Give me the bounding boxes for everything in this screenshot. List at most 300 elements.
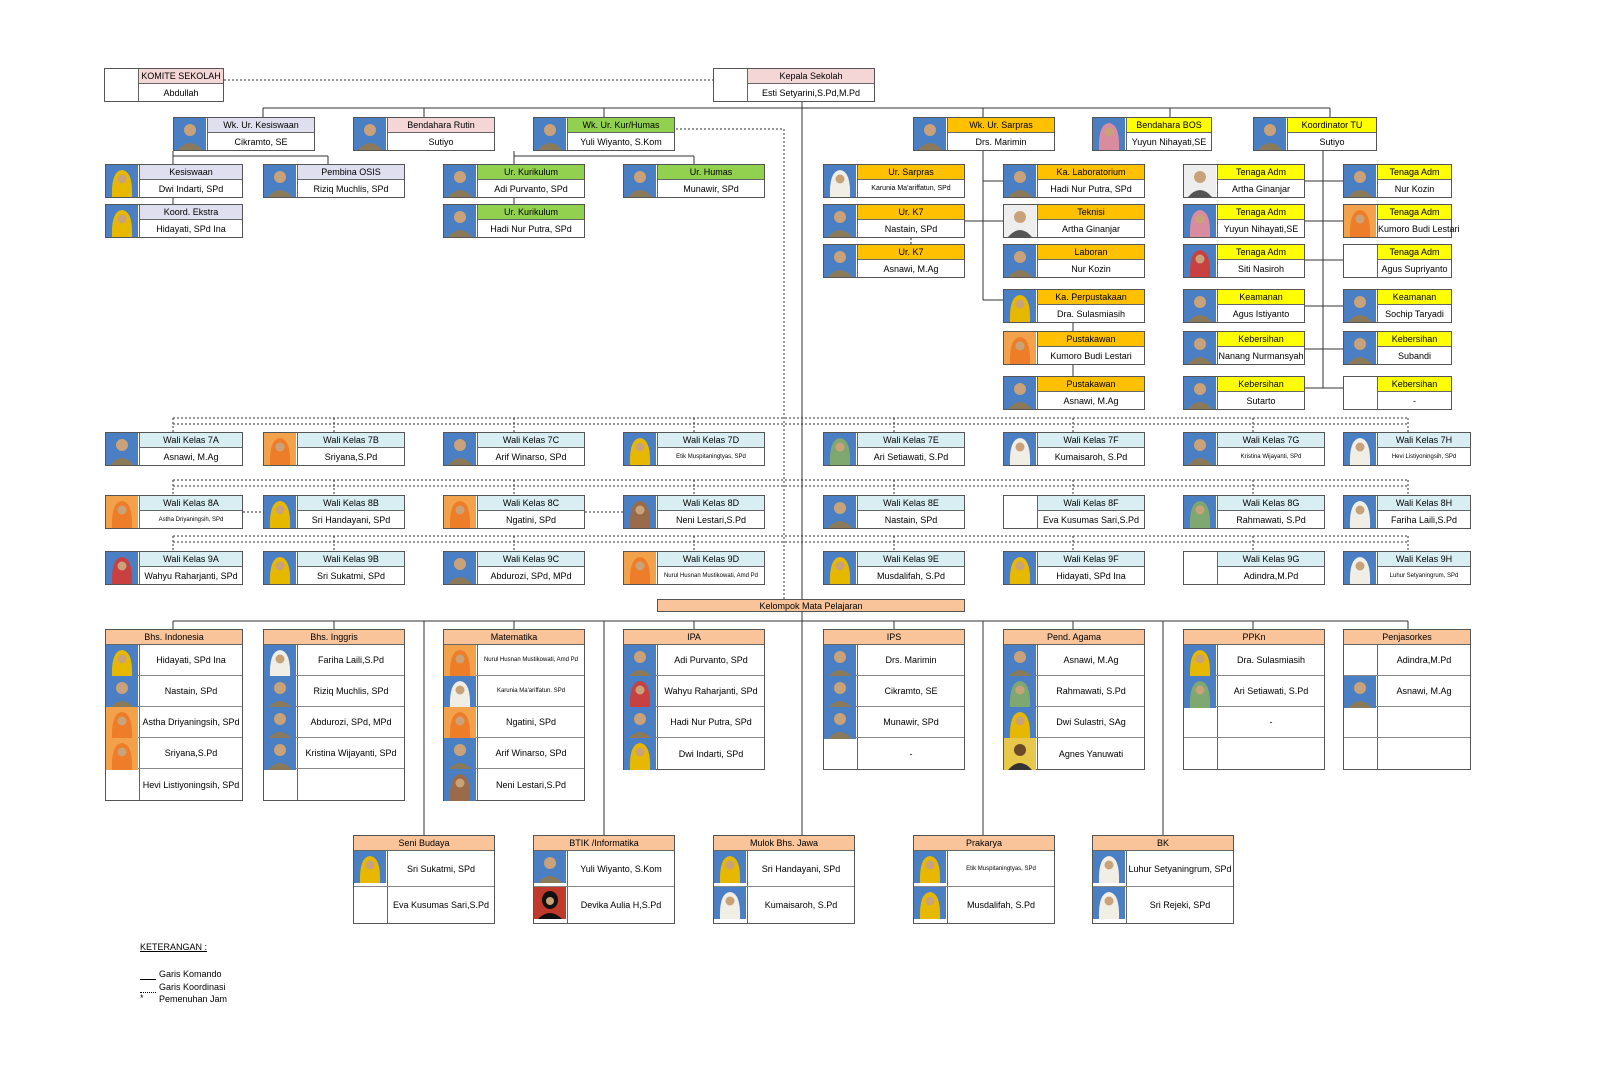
box-title: Bendahara BOS [1127,118,1211,133]
subject-teacher-row [264,738,404,769]
subject-teacher-row [1004,707,1144,738]
subject-teacher-row [106,645,242,676]
person-photo-icon [264,707,298,737]
person-photo-icon [1004,290,1038,322]
box-name: Artha Ginanjar [1231,184,1291,194]
person-photo-icon [1093,118,1127,150]
person-photo-icon [106,552,140,584]
subject-teacher-row [824,645,964,676]
staff-box [1003,376,1145,410]
subject-title: PPKn [1184,630,1324,645]
wali-kelas-title: Wali Kelas 8A [140,496,242,511]
subject-teacher-row [624,707,764,738]
wali-kelas-box [1183,432,1325,466]
box-title: Tenaga Adm [1218,245,1304,260]
subject-title: Bhs. Inggris [264,630,404,645]
box-name: Hadi Nur Putra, SPd [1050,184,1132,194]
subject-teacher-name: Astha Driyaningsih, SPd [142,717,240,727]
staff-box [1343,204,1460,238]
wali-kelas-box [1183,551,1325,585]
person-photo-icon [824,496,858,528]
wali-kelas-title: Wali Kelas 9D [658,552,764,567]
staff-box [105,204,243,238]
person-photo-icon [1184,676,1218,706]
person-photo-icon [1093,887,1127,923]
wali-kelas-title: Wali Kelas 9C [478,552,584,567]
box-title: Tenaga Adm [1378,165,1451,180]
wali-kelas-title: Wali Kelas 9A [140,552,242,567]
person-photo-icon [914,118,948,150]
staff-box [1183,376,1305,410]
box-title: Wk. Ur. Sarpras [948,118,1054,133]
photo-placeholder [106,769,140,800]
subject-teacher-row [1004,676,1144,707]
person-photo-icon [824,676,858,706]
wali-kelas-title: Wali Kelas 9E [858,552,964,567]
wali-kelas-title: Wali Kelas 9G [1218,552,1324,567]
box-name: Nur Kozin [1394,184,1435,194]
subject-teacher-name: Luhur Setyaningrum, SPd [1128,863,1232,874]
staff-box [353,117,495,151]
person-photo-icon [624,433,658,465]
wali-kelas-name: Kumaisaroh, S.Pd [1054,452,1128,462]
subject-teacher-name: Kristina Wijayanti, SPd [305,748,397,758]
person-photo-icon [444,707,478,737]
person-photo-icon [1184,433,1218,465]
wali-kelas-title: Wali Kelas 7D [658,433,764,448]
subject-teacher-name: Drs. Marimin [885,655,937,665]
box-title: Kebersihan [1378,332,1451,347]
staff-box [823,164,965,198]
wali-kelas-name: Arif Winarso, SPd [495,452,567,462]
subject-teacher-name: Asnawi, M.Ag [1063,655,1119,665]
box-name: Munawir, SPd [683,184,739,194]
box-title: Ur. Sarpras [858,165,964,180]
subject-teacher-name: Sri Rejeki, SPd [1149,900,1211,910]
subject-teacher-name: Nastain, SPd [164,686,218,696]
person-photo-icon [444,645,478,675]
staff-box [913,117,1055,151]
person-photo-icon [264,165,298,197]
subject-title: Pend. Agama [1004,630,1144,645]
wali-kelas-name: Ngatini, SPd [505,515,557,525]
subject-teacher-name: Sri Handayani, SPd [761,863,841,874]
box-name: Kumoro Budi Lestari [1050,351,1132,361]
person-photo-icon [1344,676,1378,706]
subject-teacher-name: Asnawi, M.Ag [1396,686,1452,696]
wali-kelas-name: Eva Kusumas Sari,S.Pd [1042,515,1140,525]
staff-box [1343,244,1452,278]
subject-teacher-row [106,738,242,769]
wali-kelas-name: Etik Muspitaningtyas, SPd [676,454,746,460]
legend-jam-mark: * [140,993,144,1003]
kepala-photo [714,69,748,101]
staff-box [623,164,765,198]
subject-teacher-row [534,887,674,923]
person-photo-icon [1004,377,1038,409]
subject-teacher-row [624,738,764,769]
subject-teacher-name [298,769,404,800]
subject-group [353,835,495,924]
staff-box [173,117,315,151]
box-name: Agus Istiyanto [1232,309,1290,319]
subject-group [443,629,585,801]
wali-kelas-title: Wali Kelas 8C [478,496,584,511]
subject-title: Matematika [444,630,584,645]
photo-placeholder [1344,738,1378,769]
subject-teacher-name: Riziq Muchlis, SPd [313,686,389,696]
subject-teacher-name: Fariha Laili,S.Pd [317,655,385,665]
subject-teacher-name: Hadi Nur Putra, SPd [670,717,752,727]
person-photo-icon [1004,433,1038,465]
person-photo-icon [444,552,478,584]
wali-kelas-box [443,495,585,529]
wali-kelas-name: Abdurozi, SPd, MPd [490,571,572,581]
wali-kelas-name: Kristina Wijayanti, SPd [1240,454,1302,460]
subject-teacher-name: Etik Muspitaningtyas, SPd [966,865,1036,872]
box-title: Wk. Ur. Kesiswaan [208,118,314,133]
box-title: Ur. Humas [658,165,764,180]
subject-teacher-name [1378,707,1470,737]
person-photo-icon [264,552,298,584]
staff-box [1343,376,1452,410]
wali-kelas-box [1183,495,1325,529]
subject-teacher-name: Dra. Sulasmiasih [1236,655,1306,665]
wali-kelas-name: Nurul Husnan Mustikowati, Amd Pd [663,573,759,579]
box-name: Subandi [1397,351,1432,361]
subject-teacher-row [1184,707,1324,738]
person-photo-icon [534,118,568,150]
subject-teacher-name: Karunia Ma'ariffatun. SPd [496,688,566,694]
wali-kelas-name: Sri Handayani, SPd [311,515,391,525]
person-photo-icon [1004,645,1038,675]
person-photo-icon [1184,377,1218,409]
wali-kelas-box [1003,551,1145,585]
staff-box [1183,164,1305,198]
person-photo-icon [1004,332,1038,364]
person-photo-icon [1004,552,1038,584]
box-title: Tenaga Adm [1218,165,1304,180]
person-photo-icon [174,118,208,150]
person-photo-icon [106,496,140,528]
subject-teacher-row [354,851,494,887]
box-title: Koordinator TU [1288,118,1376,133]
person-photo-icon [714,851,748,886]
subject-teacher-name: Dwi Indarti, SPd [678,748,744,759]
subject-teacher-name: Devika Aulia H,S.Pd [580,900,662,910]
wali-kelas-name: Sri Sukatmi, SPd [316,571,386,581]
person-photo-icon [1004,165,1038,197]
legend-title: KETERANGAN : [140,942,208,952]
person-photo-icon [444,165,478,197]
subject-title: Seni Budaya [354,836,494,851]
person-photo-icon [714,887,748,923]
box-name: Agus Supriyanto [1381,264,1448,274]
subject-teacher-name: Hevi Listiyoningsih, SPd [142,779,240,790]
subject-teacher-name: Eva Kusumas Sari,S.Pd [392,900,490,910]
person-photo-icon [1184,165,1218,197]
subject-teacher-row [714,887,854,923]
subject-group [823,629,965,770]
wali-kelas-box [443,432,585,466]
box-title: Kebersihan [1218,332,1304,347]
subject-teacher-row [264,676,404,707]
subject-teacher-name: Arif Winarso, SPd [495,748,567,758]
wali-kelas-title: Wali Kelas 8G [1218,496,1324,511]
subject-teacher-name: Dwi Sulastri, SAg [1056,717,1126,727]
wali-kelas-name: Adindra,M.Pd [1243,571,1299,581]
subject-teacher-name: Cikramto, SE [884,686,938,696]
person-photo-icon [444,496,478,528]
wali-kelas-title: Wali Kelas 8B [298,496,404,511]
staff-box [1183,289,1305,323]
staff-box [1183,244,1305,278]
wali-kelas-name: Neni Lestari,S.Pd [675,515,747,525]
box-title: Ka. Perpustakaan [1038,290,1144,305]
person-photo-icon [824,552,858,584]
subject-teacher-name: - [1269,717,1273,727]
subject-title: BTIK /Informatika [534,836,674,851]
staff-box [1092,117,1212,151]
photo-placeholder [105,69,139,101]
kepala-title: Kepala Sekolah [748,69,874,84]
subject-teacher-row [1093,851,1233,887]
photo-placeholder [824,738,858,769]
subject-teacher-name: Nurul Husnan Mustikowati, Amd Pd [483,657,579,663]
box-name: Sutarto [1246,396,1276,406]
wali-kelas-box [623,551,765,585]
box-name: Drs. Marimin [975,137,1027,147]
person-photo-icon [824,245,858,277]
wali-kelas-title: Wali Kelas 8F [1038,496,1144,511]
wali-kelas-title: Wali Kelas 7A [140,433,242,448]
person-photo-icon [1004,676,1038,706]
box-name: Sutiyo [1319,137,1345,147]
subject-teacher-name: Rahmawati, S.Pd [1056,686,1126,696]
subject-teacher-row [444,769,584,800]
person-photo-icon [534,851,568,886]
subject-group [1003,629,1145,770]
box-name: Cikramto, SE [234,137,288,147]
box-name: Dra. Sulasmiasih [1056,309,1126,319]
wali-kelas-name: Hidayati, SPd Ina [1056,571,1126,581]
person-photo-icon [824,165,858,197]
subject-teacher-row [624,645,764,676]
box-title: Wk. Ur. Kur/Humas [568,118,674,133]
subject-teacher-row [1344,738,1470,769]
box-title: Koord. Ekstra [140,205,242,220]
wali-kelas-title: Wali Kelas 8H [1378,496,1470,511]
box-title: Kebersihan [1218,377,1304,392]
subject-teacher-row [106,707,242,738]
person-photo-icon [354,118,388,150]
box-name: Nanang Nurmansyah [1218,351,1304,361]
person-photo-icon [1344,433,1378,465]
subject-teacher-row [624,676,764,707]
wali-kelas-title: Wali Kelas 9F [1038,552,1144,567]
subject-teacher-name: Wahyu Raharjanti, SPd [664,686,758,696]
person-photo-icon [624,496,658,528]
subject-group [913,835,1055,924]
photo-placeholder [264,769,298,800]
wali-kelas-title: Wali Kelas 7B [298,433,404,448]
wali-kelas-box [823,551,965,585]
box-title: Kebersihan [1378,377,1451,392]
subject-teacher-name: Agnes Yanuwati [1058,748,1124,759]
wali-kelas-name: Hevi Listiyoningsih, SPd [1391,454,1457,460]
wali-kelas-box [823,495,965,529]
subject-teacher-row [914,887,1054,923]
wali-kelas-name: Asnawi, M.Ag [163,452,219,462]
wali-kelas-box [623,432,765,466]
person-photo-icon [264,738,298,768]
person-photo-icon [1004,205,1038,237]
subject-teacher-name: Adindra,M.Pd [1396,655,1452,665]
subject-teacher-name: Sriyana,S.Pd [164,748,218,758]
photo-placeholder [1004,496,1038,528]
subject-teacher-row [106,676,242,707]
wali-kelas-title: Wali Kelas 7F [1038,433,1144,448]
box-name: Nur Kozin [1071,264,1111,274]
wali-kelas-name: Astha Driyaningsih, SPd [158,517,224,523]
subject-teacher-name: Munawir, SPd [883,717,939,727]
subject-group [263,629,405,801]
subject-group [533,835,675,924]
subject-title: Bhs. Indonesia [106,630,242,645]
wali-kelas-title: Wali Kelas 8D [658,496,764,511]
person-photo-icon [1004,707,1038,737]
subject-teacher-row [264,645,404,676]
subject-teacher-name: - [909,748,913,759]
staff-box [823,244,965,278]
box-name: Asnawi, M.Ag [883,264,939,274]
person-photo-icon [444,433,478,465]
subject-teacher-row [444,738,584,769]
subject-teacher-row [824,676,964,707]
wali-kelas-box [1003,495,1145,529]
subject-teacher-name: Abdurozi, SPd, MPd [310,717,392,727]
staff-box [533,117,675,151]
subject-teacher-row [106,769,242,800]
subject-teacher-row [444,676,584,707]
subject-teacher-row [1004,645,1144,676]
person-photo-icon [1184,496,1218,528]
staff-box [1183,204,1305,238]
subject-teacher-row [1184,645,1324,676]
subject-teacher-name: Hidayati, SPd Ina [156,655,226,665]
person-photo-icon [106,433,140,465]
wali-kelas-name: Luhur Setyaningrum, SPd [1389,573,1459,579]
person-photo-icon [824,645,858,675]
box-name: Riziq Muchlis, SPd [313,184,389,194]
wali-kelas-name: Sriyana,S.Pd [324,452,378,462]
person-photo-icon [1093,851,1127,886]
subject-teacher-row [354,887,494,923]
subject-teacher-row [1184,738,1324,769]
box-name: Yuyun Nihayati,SE [1223,224,1299,234]
wali-kelas-box [443,551,585,585]
wali-kelas-title: Wali Kelas 7E [858,433,964,448]
box-title: Ur. Kurikulum [478,205,584,220]
wali-kelas-title: Wali Kelas 9H [1378,552,1470,567]
person-photo-icon [824,433,858,465]
subject-group [623,629,765,770]
person-photo-icon [624,165,658,197]
box-name: Kumoro Budi Lestari [1378,224,1460,234]
wali-kelas-box [1343,432,1471,466]
subject-title: IPA [624,630,764,645]
subject-teacher-name: Musdalifah, S.Pd [966,900,1036,910]
subject-teacher-row [534,851,674,887]
wali-kelas-title: Wali Kelas 7H [1378,433,1470,448]
komite-name: Abdullah [163,88,199,98]
person-photo-icon [914,851,948,886]
staff-box [1253,117,1377,151]
box-title: Ur. K7 [858,205,964,220]
subject-teacher-row [264,707,404,738]
wali-kelas-box [105,551,243,585]
person-photo-icon [444,205,478,237]
subject-title: Prakarya [914,836,1054,851]
person-photo-icon [624,738,658,769]
box-name: Siti Nasiroh [1237,264,1284,274]
staff-box [1003,244,1145,278]
subject-teacher-name [1378,738,1470,769]
box-title: Ka. Laboratorium [1038,165,1144,180]
wali-kelas-box [623,495,765,529]
person-photo-icon [444,738,478,768]
person-photo-icon [1004,738,1038,769]
wali-kelas-name: Wahyu Raharjanti, SPd [144,571,238,581]
box-name: Nastain, SPd [884,224,938,234]
legend-komando-line [140,979,156,980]
staff-box [443,164,585,198]
person-photo-icon [1254,118,1288,150]
person-photo-icon [624,552,658,584]
staff-box [105,164,243,198]
legend-jam: Pemenuhan Jam [159,994,228,1004]
person-photo-icon [1344,332,1378,364]
person-photo-icon [106,645,140,675]
box-name: Artha Ginanjar [1061,224,1121,234]
wali-kelas-box [1343,495,1471,529]
box-name: Dwi Indarti, SPd [158,184,224,194]
wali-kelas-title: Wali Kelas 8E [858,496,964,511]
person-photo-icon [1004,245,1038,277]
box-title: Tenaga Adm [1378,205,1451,220]
subject-teacher-name [1218,738,1324,769]
box-title: Pembina OSIS [298,165,404,180]
subject-title: BK [1093,836,1233,851]
box-name: Yuyun Nihayati,SE [1131,137,1207,147]
staff-box [263,164,405,198]
photo-placeholder [1184,707,1218,737]
wali-kelas-box [263,551,405,585]
staff-box [1003,331,1145,365]
photo-placeholder [1344,707,1378,737]
subject-group [1183,629,1325,770]
kepala-box [713,68,875,102]
person-photo-icon [264,496,298,528]
subject-group [713,835,855,924]
box-name: Yuli Wiyanto, S.Kom [580,137,662,147]
box-name: Sutiyo [428,137,454,147]
subject-teacher-row [824,738,964,769]
person-photo-icon [1184,645,1218,675]
person-photo-icon [106,738,140,768]
person-photo-icon [264,645,298,675]
box-title: Ur. K7 [858,245,964,260]
